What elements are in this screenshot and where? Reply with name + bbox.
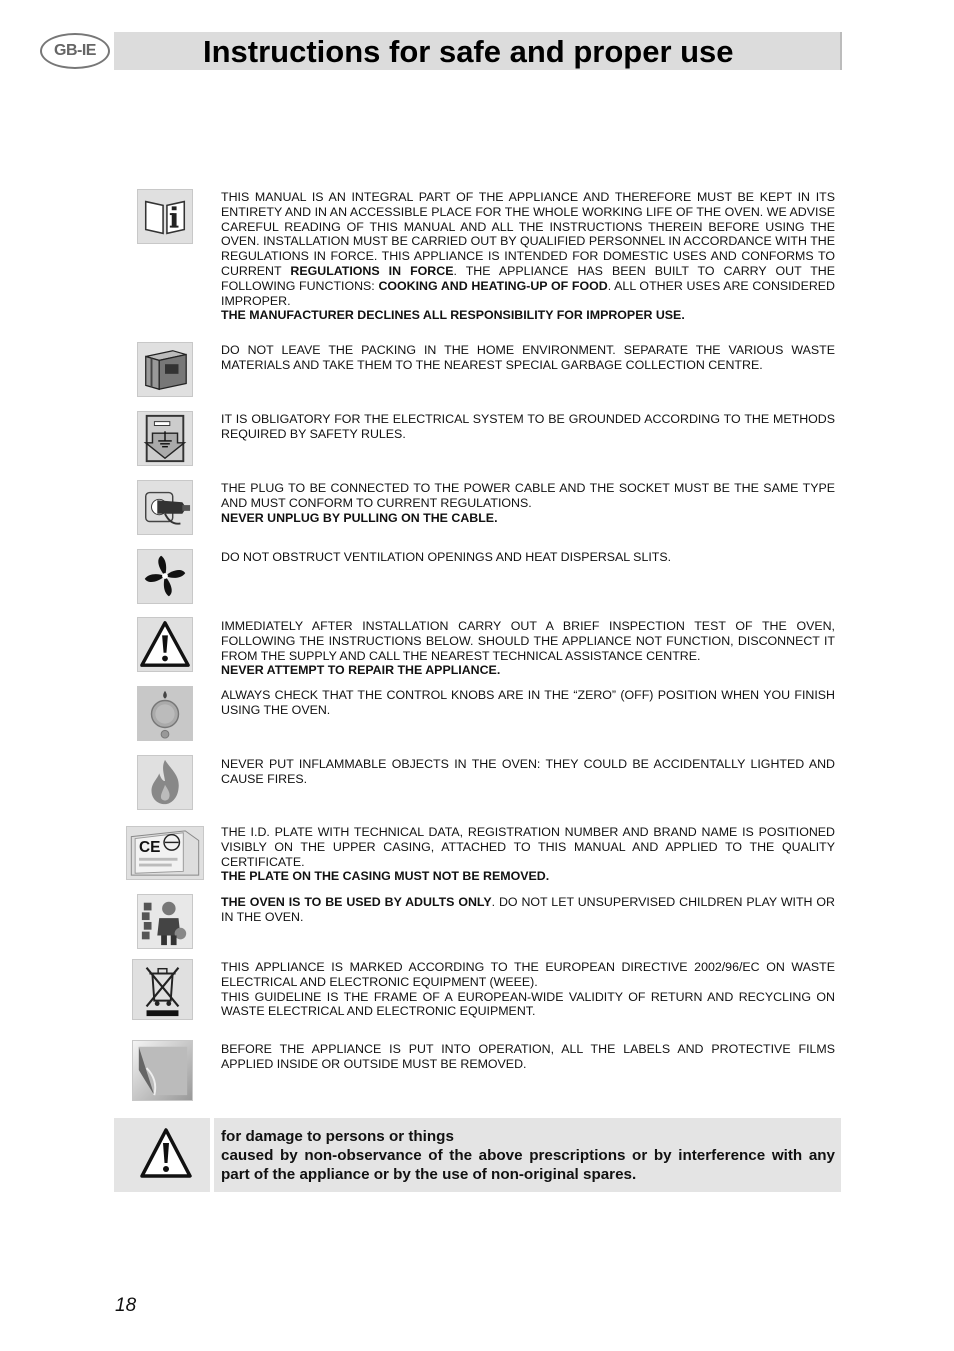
paragraph <box>221 895 835 925</box>
bold-text: COOKING AND HEATING-UP OF FOOD <box>378 278 608 293</box>
flame-icon <box>137 755 193 810</box>
section-ventilation-text <box>221 550 835 565</box>
page-title: Instructions for safe and proper use <box>203 34 734 69</box>
body-text: . THE APPLIANCE HAS BEEN BUILT TO CARRY OUT THE FOLLOWING FUNCTIONS: <box>221 263 836 293</box>
bold-text: THE OVEN IS TO BE USED BY ADULTS ONLY <box>221 895 492 909</box>
body-text: IMMEDIATELY AFTER INSTALLATION CARRY OUT A BRIEF INSPECTION TEST OF THE OVEN, FOLLOWING THE INSTRUCTIONS BELOW. SHOULD THE APPLIANCE NOT FUNCTION, DISCONNECT IT FROM THE SUPPLY AND CALL THE NEAREST TECHNICAL ASSISTANCE CENTRE. <box>221 619 835 663</box>
section-idplate-text <box>221 825 835 884</box>
paragraph <box>221 990 835 1020</box>
body-text: NEVER PUT INFLAMMABLE OBJECTS IN THE OVEN: THEY COULD BE ACCIDENTALLY LIGHTED AND CAUSE FIRES. <box>221 757 835 786</box>
control-knob-icon <box>137 686 193 741</box>
section-plug-text <box>221 481 835 525</box>
section-packing-text <box>221 343 835 373</box>
notice-text: for damage to persons or things caused by non-observance of the above prescriptions or by interference with any part of the appliance or by the use of non-original spares. <box>221 1128 835 1183</box>
packing-box-icon <box>137 342 193 397</box>
body-text: THIS MANUAL IS AN INTEGRAL PART OF THE APPLIANCE AND THEREFORE MUST BE KEPT IN ITS ENTIRETY AND IN AN ACCESSIBLE PLACE FOR THE WHOLE WORKING LIFE OF THE OVEN. WE ADVISE CAREFUL READING OF THIS MANUAL AND ALL THE INSTRUCTIONS THEREIN BEFORE USING THE OVEN. INSTALLATION MUST BE CARRIED OUT BY QUALIFIED PERSONNEL IN ACCORDANCE WITH THE REGULATIONS IN FORCE. THIS APPLIANCE IS INTENDED FOR DOMESTIC USES AND CONFORMS TO CURRENT <box>221 190 835 278</box>
paragraph <box>221 869 835 884</box>
body-text: THIS APPLIANCE IS MARKED ACCORDING TO THE EUROPEAN DIRECTIVE 2002/96/EC ON WASTE ELECTRICAL AND ELECTRONIC EQUIPMENT (WEEE). <box>221 960 835 989</box>
weee-bin-icon <box>132 959 193 1020</box>
warning-triangle-icon <box>137 617 193 672</box>
body-text: THIS GUIDELINE IS THE FRAME OF A EUROPEAN-WIDE VALIDITY OF RETURN AND RECYCLING ON WASTE ELECTRICAL AND ELECTRONIC EQUIPMENT. <box>221 989 835 1019</box>
ce-plate-icon <box>126 826 204 880</box>
section-weee-text <box>221 960 835 1019</box>
title-bar <box>114 32 842 70</box>
warning-triangle-icon <box>114 1118 214 1192</box>
paragraph <box>221 960 835 990</box>
body-text: ALWAYS CHECK THAT THE CONTROL KNOBS ARE IN THE “ZERO” (OFF) POSITION WHEN YOU FINISH USING THE OVEN. <box>221 688 835 717</box>
section-knobs-text <box>221 688 835 718</box>
section-ground-text <box>221 412 835 442</box>
paragraph <box>221 511 835 526</box>
body-text: THE PLUG TO BE CONNECTED TO THE POWER CABLE AND THE SOCKET MUST BE THE SAME TYPE AND MUST CONFORM TO CURRENT REGULATIONS. <box>221 481 835 510</box>
paragraph <box>221 757 835 787</box>
paragraph <box>221 308 835 323</box>
section-films-text <box>221 1042 835 1072</box>
region-badge: GB-IE <box>40 33 110 69</box>
body-text: DO NOT LEAVE THE PACKING IN THE HOME ENVIRONMENT. SEPARATE THE VARIOUS WASTE MATERIALS AND TAKE THEM TO THE NEAREST SPECIAL GARBAGE COLLECTION CENTRE. <box>221 343 835 372</box>
body-text: THE I.D. PLATE WITH TECHNICAL DATA, REGISTRATION NUMBER AND BRAND NAME IS POSITIONED VISIBLY ON THE UPPER CASING, ATTACHED TO THIS MANUAL AND APPLIED TO THE QUALITY CERTIFICATE. <box>221 825 835 869</box>
paragraph <box>221 550 835 565</box>
responsibility-notice <box>114 1118 841 1192</box>
plug-socket-icon <box>137 480 193 535</box>
ground-earth-icon <box>137 411 193 466</box>
children-icon <box>137 894 193 949</box>
bold-text: THE MANUFACTURER DECLINES ALL RESPONSIBILITY FOR IMPROPER USE. <box>221 308 685 323</box>
paragraph <box>221 688 835 718</box>
section-inspection-text <box>221 619 835 678</box>
manual-info-icon <box>137 189 193 244</box>
paragraph <box>221 663 835 678</box>
bold-text: THE PLATE ON THE CASING MUST NOT BE REMOVED. <box>221 869 550 884</box>
svg-text:CE: CE <box>139 839 161 857</box>
body-text: BEFORE THE APPLIANCE IS PUT INTO OPERATION, ALL THE LABELS AND PROTECTIVE FILMS APPLIED INSIDE OR OUTSIDE MUST BE REMOVED. <box>221 1042 835 1071</box>
body-text: . DO NOT LET UNSUPERVISED CHILDREN PLAY WITH OR IN THE OVEN. <box>221 895 836 924</box>
protective-film-icon <box>132 1040 193 1101</box>
bold-text: NEVER UNPLUG BY PULLING ON THE CABLE. <box>221 510 498 525</box>
paragraph <box>221 343 835 373</box>
paragraph <box>221 481 835 511</box>
ventilation-fan-icon <box>137 549 193 604</box>
paragraph <box>221 1042 835 1072</box>
body-text: IT IS OBLIGATORY FOR THE ELECTRICAL SYSTEM TO BE GROUNDED ACCORDING TO THE METHODS REQUIRED BY SAFETY RULES. <box>221 412 835 441</box>
bold-text: NEVER ATTEMPT TO REPAIR THE APPLIANCE. <box>221 663 501 678</box>
section-manual-text <box>221 190 835 323</box>
paragraph <box>221 190 835 308</box>
paragraph <box>221 412 835 442</box>
paragraph <box>221 619 835 663</box>
section-flammable-text <box>221 757 835 787</box>
section-adults-text <box>221 895 835 925</box>
body-text: DO NOT OBSTRUCT VENTILATION OPENINGS AND HEAT DISPERSAL SLITS. <box>221 550 672 564</box>
bold-text: REGULATIONS IN FORCE <box>290 263 454 278</box>
page-number: 18 <box>115 1295 137 1316</box>
paragraph <box>221 825 835 869</box>
body-text: . ALL OTHER USES ARE CONSIDERED IMPROPER. <box>221 278 835 308</box>
